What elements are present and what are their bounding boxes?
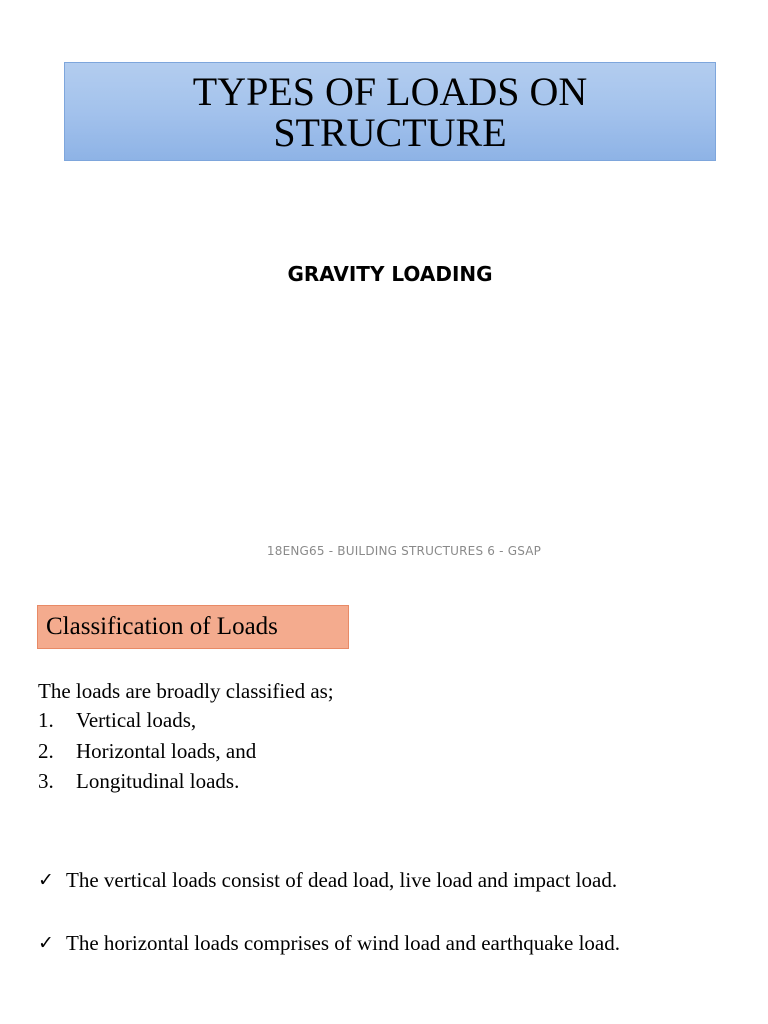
list-number: 1. bbox=[38, 708, 54, 732]
list-number: 3. bbox=[38, 769, 54, 793]
slide-subtitle: GRAVITY LOADING bbox=[287, 262, 493, 286]
slide-footer: 18ENG65 - BUILDING STRUCTURES 6 - GSAP bbox=[266, 544, 542, 558]
section-title: Classification of Loads bbox=[46, 613, 278, 640]
title-banner bbox=[64, 62, 716, 161]
section-heading-box bbox=[37, 605, 349, 649]
check-item-text: The horizontal loads comprises of wind load and earthquake load. bbox=[66, 931, 620, 955]
list-item bbox=[38, 766, 256, 797]
load-type-list bbox=[38, 705, 256, 797]
list-item-text: Longitudinal loads. bbox=[76, 769, 240, 793]
list-number: 2. bbox=[38, 738, 54, 763]
list-item-text: Horizontal loads, and bbox=[76, 738, 257, 763]
check-item-text: The vertical loads consist of dead load, live load and impact load. bbox=[66, 868, 618, 892]
check-mark-icon: ✓ bbox=[38, 932, 54, 954]
check-list-item bbox=[38, 865, 742, 895]
list-item bbox=[38, 736, 256, 767]
check-list-item bbox=[38, 928, 742, 958]
slide-title: TYPES OF LOADS ON STRUCTURE bbox=[192, 68, 588, 155]
list-item-text: Vertical loads, bbox=[76, 708, 197, 732]
check-mark-icon: ✓ bbox=[38, 869, 54, 891]
list-item bbox=[38, 705, 256, 736]
intro-text: The loads are broadly classified as; bbox=[38, 679, 334, 703]
